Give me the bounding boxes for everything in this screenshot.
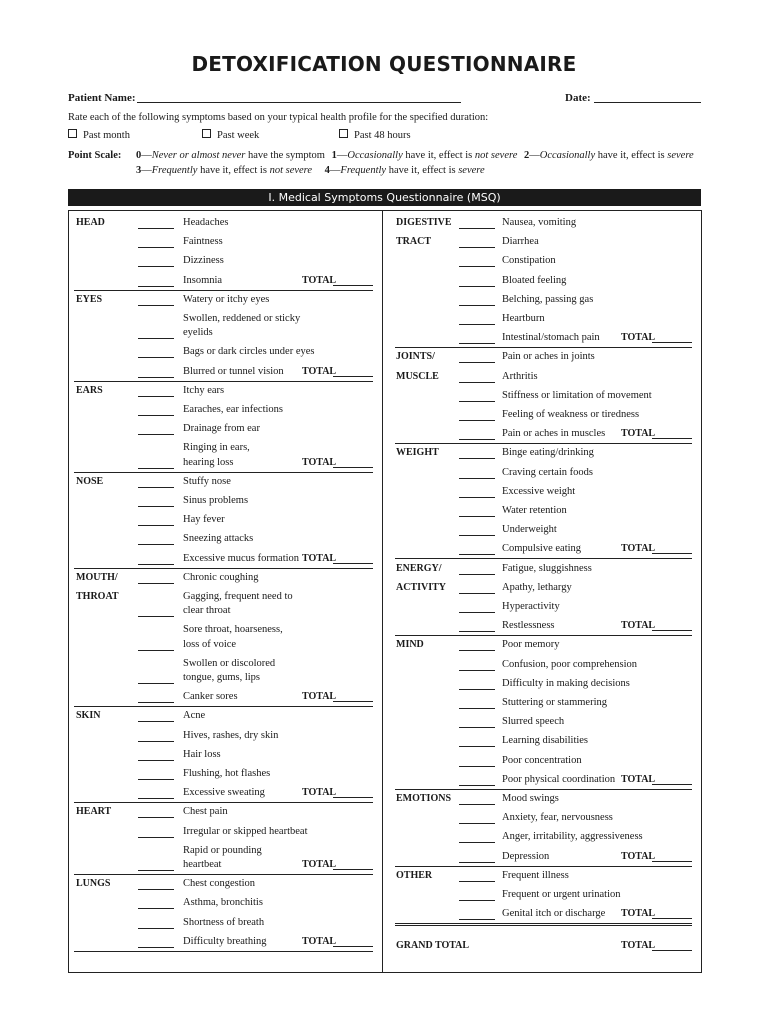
score-blank[interactable]	[138, 947, 174, 948]
score-blank[interactable]	[459, 708, 495, 709]
symptom-label: loss of voice	[183, 638, 237, 650]
score-blank[interactable]	[138, 266, 174, 267]
symptom-label: heartbeat	[183, 859, 222, 870]
point-scale-row-2: 3—Frequently have it, effect is not severe 4—Frequently have it, effect is severe	[136, 165, 485, 176]
score-blank[interactable]	[138, 305, 174, 306]
symptom-label: Canker sores	[183, 691, 238, 703]
symptom-label: Sneezing attacks	[183, 533, 254, 545]
symptom-label: Apathy, lethargy	[502, 581, 572, 593]
total-field-skin[interactable]	[333, 797, 373, 798]
total-label-joints-muscle: TOTAL	[621, 428, 656, 440]
category-label-joints-muscle: MUSCLE	[396, 370, 439, 382]
score-blank[interactable]	[459, 919, 495, 920]
score-blank[interactable]	[459, 862, 495, 863]
score-blank[interactable]	[459, 382, 495, 383]
score-blank[interactable]	[138, 377, 174, 378]
total-label-heart: TOTAL	[302, 859, 337, 870]
total-field-ears[interactable]	[333, 467, 373, 468]
total-label-lungs: TOTAL	[302, 935, 337, 947]
category-label-mouth-throat: THROAT	[76, 591, 119, 602]
category-label-digestive-tract: TRACT	[396, 236, 432, 248]
symptom-label: clear throat	[183, 605, 231, 617]
symptom-label: Genital itch or discharge	[502, 908, 606, 920]
total-label-mind: TOTAL	[621, 773, 656, 785]
checkbox-icon[interactable]	[68, 129, 77, 138]
total-field-heart[interactable]	[333, 869, 373, 870]
symptom-label: Headaches	[183, 217, 229, 228]
option-past-48-hours[interactable]: Past 48 hours	[339, 129, 411, 141]
score-blank[interactable]	[138, 525, 174, 526]
score-blank[interactable]	[138, 616, 174, 617]
section-separator	[395, 558, 692, 559]
section-separator	[74, 706, 373, 707]
score-blank[interactable]	[459, 324, 495, 325]
total-label-energy-activity: TOTAL	[621, 620, 656, 632]
score-blank[interactable]	[459, 593, 495, 594]
symptom-label: Craving certain foods	[502, 466, 593, 478]
total-label-nose: TOTAL	[302, 552, 337, 564]
category-label-ears: EARS	[76, 384, 103, 396]
total-label-other: TOTAL	[621, 908, 656, 920]
section-separator	[74, 290, 373, 291]
symptom-label: hearing loss	[183, 456, 234, 468]
score-blank[interactable]	[138, 721, 174, 722]
column-divider	[382, 210, 383, 972]
total-label-eyes: TOTAL	[302, 365, 337, 377]
symptom-label: Anxiety, fear, nervousness	[502, 812, 613, 824]
grand-total-label: GRAND TOTAL	[396, 940, 470, 951]
symptom-label: Flushing, hot flashes	[183, 768, 271, 779]
grand-total-field[interactable]	[652, 950, 692, 951]
symptom-label: Earaches, ear infections	[183, 404, 283, 415]
symptom-label: Ringing in ears,	[183, 442, 250, 454]
score-blank[interactable]	[138, 564, 174, 565]
score-blank[interactable]	[138, 779, 174, 780]
symptom-label: Hair loss	[183, 748, 221, 760]
section-separator	[395, 635, 692, 636]
total-field-mind[interactable]	[652, 784, 692, 785]
symptom-label: Stuttering or stammering	[502, 697, 607, 708]
symptom-label: eyelids	[183, 327, 213, 339]
symptom-label: Difficulty breathing	[183, 935, 267, 947]
symptom-label: Water retention	[502, 505, 567, 516]
category-label-energy-activity: ACTIVITY	[396, 581, 447, 593]
score-blank[interactable]	[459, 305, 495, 306]
symptom-label: Chest pain	[183, 806, 228, 818]
symptom-label: Acne	[183, 710, 206, 722]
score-blank[interactable]	[459, 247, 495, 248]
symptom-label: Heartburn	[502, 313, 545, 324]
total-label-skin: TOTAL	[302, 787, 337, 799]
score-blank[interactable]	[459, 478, 495, 479]
score-blank[interactable]	[459, 228, 495, 229]
score-blank[interactable]	[459, 362, 495, 363]
total-field-lungs[interactable]	[333, 946, 373, 947]
score-blank[interactable]	[138, 228, 174, 229]
symptom-label: Excessive sweating	[183, 787, 265, 799]
symptom-label: tongue, gums, lips	[183, 672, 261, 683]
symptom-label: Compulsive eating	[502, 543, 582, 555]
symptom-label: Pain or aches in muscles	[502, 428, 606, 440]
symptom-label: Restlessness	[502, 620, 555, 632]
symptom-label: Hyperactivity	[502, 601, 560, 612]
score-blank[interactable]	[459, 554, 495, 555]
symptom-label: Chest congestion	[183, 878, 256, 890]
total-field-mouth-throat[interactable]	[333, 701, 373, 702]
score-blank[interactable]	[138, 928, 174, 929]
score-blank[interactable]	[138, 889, 174, 890]
category-label-energy-activity: ENERGY/	[396, 562, 442, 574]
page-title: DETOXIFICATION QUESTIONNAIRE	[191, 52, 577, 76]
symptom-label: Stiffness or limitation of movement	[502, 389, 652, 401]
point-scale-label: Point Scale:	[68, 150, 122, 161]
score-blank[interactable]	[138, 357, 174, 358]
grand-total-total-label: TOTAL	[621, 940, 656, 951]
score-blank[interactable]	[138, 837, 174, 838]
score-blank[interactable]	[459, 535, 495, 536]
score-blank[interactable]	[138, 798, 174, 799]
score-blank[interactable]	[459, 631, 495, 632]
score-blank[interactable]	[459, 785, 495, 786]
questionnaire-frame	[68, 210, 702, 973]
category-label-mouth-throat: MOUTH/	[76, 571, 118, 583]
symptom-label: Constipation	[502, 255, 556, 267]
score-blank[interactable]	[459, 689, 495, 690]
score-blank[interactable]	[138, 870, 174, 871]
total-field-emotions[interactable]	[652, 861, 692, 862]
symptom-label: Shortness of breath	[183, 916, 265, 928]
option-past-week[interactable]: Past week	[202, 129, 259, 141]
score-blank[interactable]	[459, 650, 495, 651]
symptom-label: Excessive mucus formation	[183, 552, 300, 564]
score-blank[interactable]	[459, 746, 495, 747]
symptom-label: Anger, irritability, aggressiveness	[502, 831, 643, 843]
total-field-head[interactable]	[333, 285, 373, 286]
symptom-label: Feeling of weakness or tiredness	[502, 409, 640, 420]
score-blank[interactable]	[459, 420, 495, 421]
score-blank[interactable]	[138, 583, 174, 584]
total-field-nose[interactable]	[333, 563, 373, 564]
total-label-weight: TOTAL	[621, 543, 656, 555]
score-blank[interactable]	[459, 266, 495, 267]
symptom-label: Hay fever	[183, 514, 225, 526]
symptom-label: Gagging, frequent need to	[183, 591, 293, 602]
symptom-label: Slurred speech	[502, 716, 565, 728]
score-blank[interactable]	[459, 670, 495, 671]
symptom-label: Drainage from ear	[183, 423, 260, 435]
checkbox-icon[interactable]	[339, 129, 348, 138]
total-field-weight[interactable]	[652, 553, 692, 554]
score-blank[interactable]	[459, 842, 495, 843]
score-blank[interactable]	[138, 544, 174, 545]
symptom-label: Stuffy nose	[183, 475, 231, 487]
score-blank[interactable]	[138, 650, 174, 651]
section-separator	[395, 866, 692, 867]
total-label-ears: TOTAL	[302, 456, 337, 468]
category-label-skin: SKIN	[76, 710, 101, 722]
symptom-label: Difficulty in making decisions	[502, 677, 630, 689]
score-blank[interactable]	[459, 343, 495, 344]
symptom-label: Underweight	[502, 524, 557, 536]
symptom-label: Arthritis	[502, 370, 538, 382]
total-label-digestive-tract: TOTAL	[621, 332, 656, 344]
option-past-month[interactable]: Past month	[68, 129, 130, 141]
section-separator	[395, 347, 692, 348]
total-field-other[interactable]	[652, 918, 692, 919]
symptom-label: Intestinal/stomach pain	[502, 332, 600, 344]
symptom-label: Irregular or skipped heartbeat	[183, 825, 308, 837]
patient-name-field[interactable]	[137, 102, 461, 103]
score-blank[interactable]	[459, 458, 495, 459]
instruction-text: Rate each of the following symptoms based on your typical health profile for the specified duration:	[68, 112, 489, 123]
section-separator	[74, 472, 373, 473]
section-banner: I. Medical Symptoms Questionnaire (MSQ)	[68, 189, 701, 206]
score-blank[interactable]	[459, 497, 495, 498]
symptom-label: Swollen or discolored	[183, 657, 276, 669]
total-field-eyes[interactable]	[333, 376, 373, 377]
symptom-label: Frequent or urgent urination	[502, 889, 621, 900]
symptom-label: Itchy ears	[183, 384, 225, 396]
score-blank[interactable]	[138, 908, 174, 909]
section-separator	[74, 874, 373, 875]
symptom-label: Fatigue, sluggishness	[502, 562, 592, 574]
date-label: Date:	[565, 92, 591, 104]
section-separator	[74, 568, 373, 569]
score-blank[interactable]	[138, 702, 174, 703]
symptom-label: Nausea, vomiting	[502, 217, 577, 228]
category-label-emotions: EMOTIONS	[396, 793, 452, 804]
symptom-label: Watery or itchy eyes	[183, 293, 270, 305]
score-blank[interactable]	[459, 574, 495, 575]
category-label-other: OTHER	[396, 869, 433, 881]
total-field-energy-activity[interactable]	[652, 630, 692, 631]
symptom-label: Chronic coughing	[183, 571, 259, 583]
symptom-label: Faintness	[183, 236, 223, 248]
category-label-digestive-tract: DIGESTIVE	[396, 217, 452, 228]
category-label-nose: NOSE	[76, 475, 104, 487]
symptom-label: Swollen, reddened or sticky	[183, 313, 301, 324]
section-separator	[395, 443, 692, 444]
symptom-label: Poor memory	[502, 639, 560, 651]
score-blank[interactable]	[459, 881, 495, 882]
symptom-label: Asthma, bronchitis	[183, 897, 263, 909]
score-blank[interactable]	[459, 804, 495, 805]
score-blank[interactable]	[138, 741, 174, 742]
symptom-label: Sore throat, hoarseness,	[183, 624, 283, 636]
symptom-label: Poor physical coordination	[502, 773, 616, 785]
score-blank[interactable]	[459, 439, 495, 440]
symptom-label: Sinus problems	[183, 495, 249, 506]
symptom-label: Depression	[502, 850, 550, 862]
category-label-weight: WEIGHT	[396, 447, 439, 459]
symptom-label: Pain or aches in joints	[502, 351, 595, 363]
score-blank[interactable]	[459, 286, 495, 287]
symptom-label: Diarrhea	[502, 236, 539, 248]
score-blank[interactable]	[138, 247, 174, 248]
symptom-label: Insomnia	[183, 274, 223, 286]
score-blank[interactable]	[138, 487, 174, 488]
category-label-eyes: EYES	[76, 293, 103, 305]
checkbox-icon[interactable]	[202, 129, 211, 138]
score-blank[interactable]	[138, 286, 174, 287]
score-blank[interactable]	[459, 727, 495, 728]
score-blank[interactable]	[138, 338, 174, 339]
category-label-heart: HEART	[76, 806, 112, 818]
symptom-label: Confusion, poor comprehension	[502, 658, 638, 670]
score-blank[interactable]	[459, 401, 495, 402]
symptom-label: Excessive weight	[502, 485, 576, 497]
score-blank[interactable]	[138, 683, 174, 684]
symptom-label: Dizziness	[183, 255, 224, 267]
symptom-label: Blurred or tunnel vision	[183, 365, 284, 377]
date-field[interactable]	[594, 102, 701, 103]
total-field-digestive-tract[interactable]	[652, 342, 692, 343]
score-blank[interactable]	[138, 434, 174, 435]
total-label-emotions: TOTAL	[621, 850, 656, 862]
score-blank[interactable]	[138, 396, 174, 397]
symptom-label: Rapid or pounding	[183, 844, 262, 856]
category-label-lungs: LUNGS	[76, 878, 111, 890]
score-blank[interactable]	[138, 760, 174, 761]
category-label-mind: MIND	[396, 639, 424, 651]
symptom-label: Bags or dark circles under eyes	[183, 346, 315, 358]
score-blank[interactable]	[459, 900, 495, 901]
total-label-head: TOTAL	[302, 274, 337, 286]
patient-name-label: Patient Name:	[68, 92, 136, 104]
section-separator	[74, 802, 373, 803]
section-separator	[395, 923, 692, 926]
score-blank[interactable]	[459, 823, 495, 824]
score-blank[interactable]	[459, 612, 495, 613]
symptom-label: Belching, passing gas	[502, 293, 594, 305]
category-label-joints-muscle: JOINTS/	[396, 351, 435, 363]
symptom-label: Binge eating/drinking	[502, 447, 594, 459]
total-label-mouth-throat: TOTAL	[302, 691, 337, 703]
score-blank[interactable]	[138, 817, 174, 818]
score-blank[interactable]	[459, 766, 495, 767]
symptom-label: Learning disabilities	[502, 735, 589, 747]
symptom-label: Bloated feeling	[502, 274, 567, 286]
symptom-label: Hives, rashes, dry skin	[183, 729, 279, 741]
point-scale-row-1: 0—Never or almost never have the symptom 1—Occasionally have it, effect is not severe 2—Occasionally have it, effect is severe	[136, 150, 694, 161]
symptom-label: Poor concentration	[502, 754, 582, 766]
category-label-head: HEAD	[76, 217, 105, 228]
symptom-label: Frequent illness	[502, 869, 569, 881]
section-separator	[395, 789, 692, 790]
score-blank[interactable]	[138, 506, 174, 507]
score-blank[interactable]	[138, 415, 174, 416]
score-blank[interactable]	[138, 468, 174, 469]
total-field-joints-muscle[interactable]	[652, 438, 692, 439]
section-separator	[74, 951, 373, 952]
score-blank[interactable]	[459, 516, 495, 517]
symptom-label: Mood swings	[502, 793, 559, 804]
section-separator	[74, 381, 373, 382]
